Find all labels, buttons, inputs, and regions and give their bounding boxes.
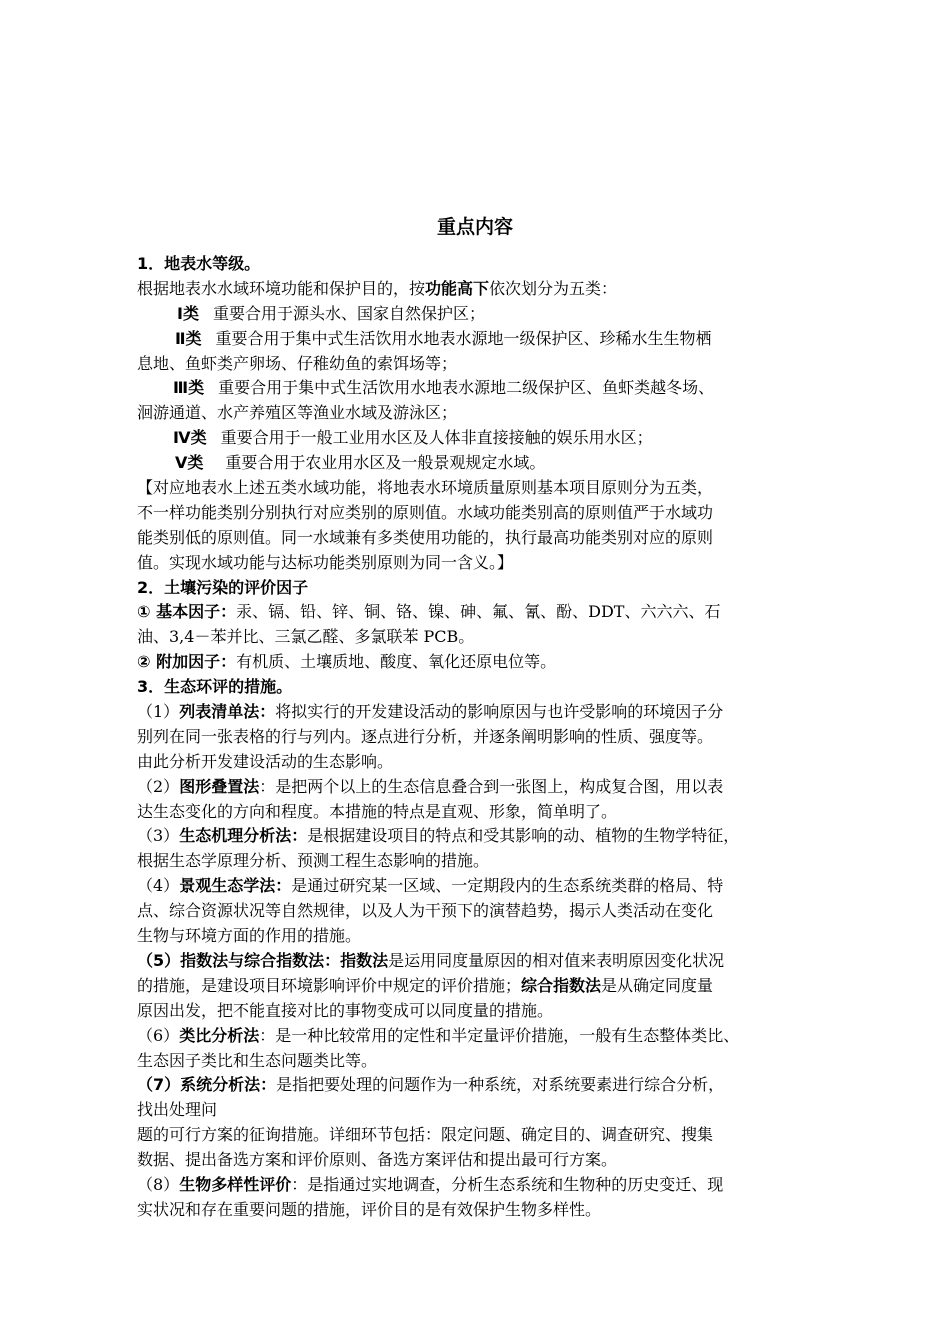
method-5-cont: 的措施，是建设项目环境影响评价中规定的评价措施；综合指数法是从确定同度量 <box>137 975 714 995</box>
method-label: 景观生态学法： <box>179 876 292 896</box>
method-6: （6）类比分析法：是一种比较常用的定性和半定量评价措施，一般有生态整体类比、 <box>137 1025 740 1045</box>
method-7-cont: 题的可行方案的征询措施。详细环节包括：限定问题、确定目的、调查研究、搜集 <box>137 1125 714 1145</box>
note-line: 能类别低的原则值。同一水域兼有多类使用功能的，执行最高功能类别对应的原则 <box>137 527 714 547</box>
method-6-cont: 生态因子类比和生态问题类比等。 <box>137 1050 378 1070</box>
method-4-cont: 点、综合资源状况等自然规律，以及人为干预下的演替趋势，揭示人类活动在变化 <box>137 901 714 921</box>
class-label: Ⅱ类 <box>175 328 202 348</box>
method-5-cont: 原因出发，把不能直接对比的事物变成可以同度量的措施。 <box>137 1000 554 1020</box>
basic-factors-cont: 油、3,4－苯并比、三氯乙醛、多氯联苯 PCB。 <box>137 627 475 647</box>
class-1-item: Ⅰ类 重要合用于源头水、国家自然保护区； <box>177 303 485 323</box>
method-8-cont: 实状况和存在重要问题的措施，评价目的是有效保护生物多样性。 <box>137 1199 602 1219</box>
class-label: Ⅳ类 <box>173 428 207 448</box>
method-label: 列表清单法： <box>179 702 276 722</box>
method-label: 综合指数法 <box>521 975 602 995</box>
emphasis-text: 功能高下 <box>425 278 490 298</box>
page-title: 重点内容 <box>436 216 513 238</box>
method-label: 生态机理分析法： <box>179 826 308 846</box>
class-5-item: Ⅴ类 重要合用于农业用水区及一般景观规定水域。 <box>175 453 546 473</box>
method-4-cont: 生物与环境方面的作用的措施。 <box>137 926 362 946</box>
factor-label: ① 基本因子： <box>137 602 237 622</box>
method-4: （4）景观生态学法：是通过研究某一区域、一定期段内的生态系统类群的格局、特 <box>137 876 724 896</box>
method-2: （2）图形叠置法：是把两个以上的生态信息叠合到一张图上，构成复合图，用以表 <box>137 776 724 796</box>
additional-factors: ② 附加因子：有机质、土壤质地、酸度、氧化还原电位等。 <box>137 652 557 672</box>
class-label: Ⅴ类 <box>175 453 204 473</box>
method-1-cont: 别列在同一张表格的行与列内。逐点进行分析，并逐条阐明影响的性质、强度等。 <box>137 726 714 746</box>
method-7-cont: 数据、提出备选方案和评价原则、备选方案评估和提出最可行方案。 <box>137 1150 618 1170</box>
method-3-cont: 根据生态学原理分析、预测工程生态影响的措施。 <box>137 851 490 871</box>
section-1-intro: 根据地表水水域环境功能和保护目的，按功能高下依次划分为五类： <box>137 278 618 298</box>
method-7-cont: 找出处理问 <box>137 1100 218 1120</box>
note-line: 值。实现水域功能与达标功能类别原则为同一含义。】 <box>137 552 514 572</box>
method-8: （8）生物多样性评价：是指通过实地调查，分析生态系统和生物种的历史变迁、现 <box>137 1174 724 1194</box>
basic-factors: ① 基本因子：汞、镉、铅、锌、铜、铬、镍、砷、氟、氰、酚、DDT、六六六、石 <box>137 602 721 622</box>
class-2-item: Ⅱ类 重要合用于集中式生活饮用水地表水源地一级保护区、珍稀水生生物栖 <box>175 328 712 348</box>
class-3-item: Ⅲ类 重要合用于集中式生活饮用水地表水源地二级保护区、鱼虾类越冬场、 <box>173 378 715 398</box>
method-label: （5）指数法与综合指数法： <box>137 950 341 970</box>
method-1: （1）列表清单法：将拟实行的开发建设活动的影响原因与也许受影响的环境因子分 <box>137 702 724 722</box>
method-label: 图形叠置法 <box>179 776 260 796</box>
class-2-item-cont: 息地、鱼虾类产卵场、仔稚幼鱼的索饵场等； <box>137 353 458 373</box>
method-7: （7）系统分析法：是指把要处理的问题作为一种系统，对系统要素进行综合分析， <box>137 1075 725 1095</box>
method-label: 类比分析法 <box>179 1025 260 1045</box>
method-5: （5）指数法与综合指数法：指数法是运用同度量原因的相对值来表明原因变化状况 <box>137 950 725 970</box>
method-2-cont: 达生态变化的方向和程度。本措施的特点是直观、形象，简单明了。 <box>137 801 618 821</box>
section-3-heading: 3．生态环评的措施。 <box>137 677 293 697</box>
method-label: （7）系统分析法： <box>137 1075 277 1095</box>
class-label: Ⅰ类 <box>177 303 199 323</box>
section-1-heading: 1．地表水等级。 <box>137 254 261 273</box>
document-body <box>137 252 837 1223</box>
factor-label: ② 附加因子： <box>137 652 237 672</box>
method-1-cont: 由此分析开发建设活动的生态影响。 <box>137 751 394 771</box>
method-label: 指数法 <box>340 950 389 970</box>
class-4-item: Ⅳ类 重要合用于一般工业用水区及人体非直接接触的娱乐用水区； <box>173 428 653 448</box>
class-label: Ⅲ类 <box>173 378 205 398</box>
method-label: 生物多样性评价 <box>179 1174 292 1194</box>
note-line: 【对应地表水上述五类水域功能，将地表水环境质量原则基本项目原则分为五类， <box>137 478 714 498</box>
class-3-item-cont: 洄游通道、水产养殖区等渔业水域及游泳区； <box>137 403 458 423</box>
section-2-heading: 2．土壤污染的评价因子 <box>137 577 309 597</box>
note-line: 不一样功能类别分别执行对应类别的原则值。水域功能类别高的原则值严于水域功 <box>137 502 714 522</box>
method-3: （3）生态机理分析法：是根据建设项目的特点和受其影响的动、植物的生物学特征， <box>137 826 740 846</box>
